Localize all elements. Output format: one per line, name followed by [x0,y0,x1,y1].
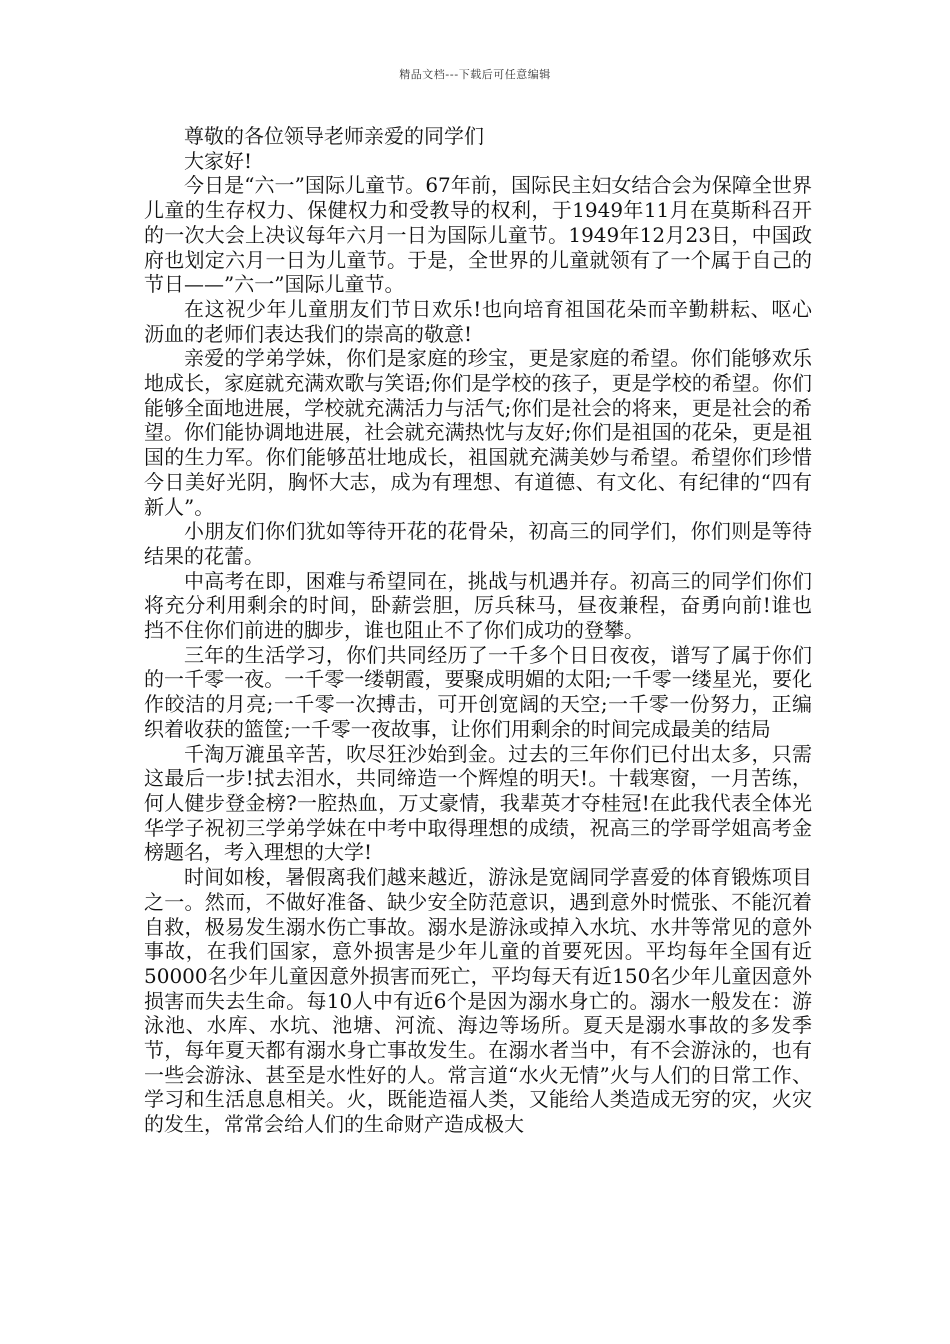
paragraph: 亲爱的学弟学妹，你们是家庭的珍宝，更是家庭的希望。你们能够欢乐地成长，家庭就充满欢歌与笑语;你们是学校的孩子，更是学校的希望。你们能够全面地进展，学校就充满活力与活气;你们是社会的将来，更是社会的希望。你们能协调地进展，社会就充满热忱与友好;你们是祖国的花朵，更是祖国的生力军。你们能够茁壮地成长，祖国就充满美妙与希望。希望你们珍惜今日美好光阴，胸怀大志，成为有理想、有道德、有文化、有纪律的“四有新人”。 [144,346,812,519]
page-header: 精品文档---下载后可任意编辑 [399,68,551,81]
paragraph: 小朋友们你们犹如等待开花的花骨朵，初高三的同学们，你们则是等待结果的花蕾。 [144,519,812,568]
greeting: 大家好! [184,148,253,173]
paragraph: 时间如梭，暑假离我们越来越近，游泳是宽阔同学喜爱的体育锻炼项目之一。然而，不做好准备、缺少安全防范意识，遇到意外时慌张、不能沉着自救，极易发生溺水伤亡事故。溺水是游泳或掉入水坑、水井等常见的意外事故，在我们国家，意外损害是少年儿童的首要死因。平均每年全国有近50000名少年儿童因意外损害而死亡，平均每天有近150名少年儿童因意外损害而失去生命。每10人中有近6个是因为溺水身亡的。溺水一般发在：游泳池、水库、水坑、池塘、河流、海边等场所。夏天是溺水事故的多发季节，每年夏天都有溺水身亡事故发生。在溺水者当中，有不会游泳的，也有一些会游泳、甚至是水性好的人。常言道“水火无情”火与人们的日常工作、学习和生活息息相关。火，既能造福人类，又能给人类造成无穷的灾，火灾的发生，常常会给人们的生命财产造成极大 [144,865,812,1137]
salutation: 尊敬的各位领导老师亲爱的同学们 [184,124,484,148]
paragraph: 在这祝少年儿童朋友们节日欢乐!也向培育祖国花朵而辛勤耕耘、呕心沥血的老师们表达我们的崇高的敬意! [144,296,812,346]
paragraph: 千淘万漉虽辛苦，吹尽狂沙始到金。过去的三年你们已付出太多，只需这最后一步!拭去泪水，共同缔造一个辉煌的明天!。十载寒窗，一月苦练，何人健步登金榜?一腔热血，万丈豪情，我辈英才夺桂冠!在此我代表全体光华学子祝初三学弟学妹在中考中取得理想的成绩，祝高三的学哥学姐高考金榜题名，考入理想的大学! [144,741,812,865]
paragraph: 中高考在即，困难与希望同在，挑战与机遇并存。初高三的同学们你们将充分利用剩余的时间，卧薪尝胆，厉兵秣马，昼夜兼程，奋勇向前!谁也挡不住你们前进的脚步，谁也阻止不了你们成功的登攀。 [144,568,812,643]
paragraph: 三年的生活学习，你们共同经历了一千多个日日夜夜，谱写了属于你们的一千零一夜。一千零一缕朝霞，要聚成明媚的太阳;一千零一缕星光，要化作皎洁的月亮;一千零一次搏击，可开创宽阔的天空;一千零一份努力，正编织着收获的篮筐;一千零一夜故事，让你们用剩余的时间完成最美的结局 [144,642,812,741]
paragraph: 今日是“六一”国际儿童节。67年前，国际民主妇女结合会为保障全世界儿童的生存权力、保健权力和受教导的权利，于1949年11月在莫斯科召开的一次大会上决议每年六月一日为国际儿童节。1949年12月23日，中国政府也划定六月一日为儿童节。于是，全世界的儿童就领有了一个属于自己的节日——”六一”国际儿童节。 [144,173,812,297]
document-body [144,124,812,1137]
